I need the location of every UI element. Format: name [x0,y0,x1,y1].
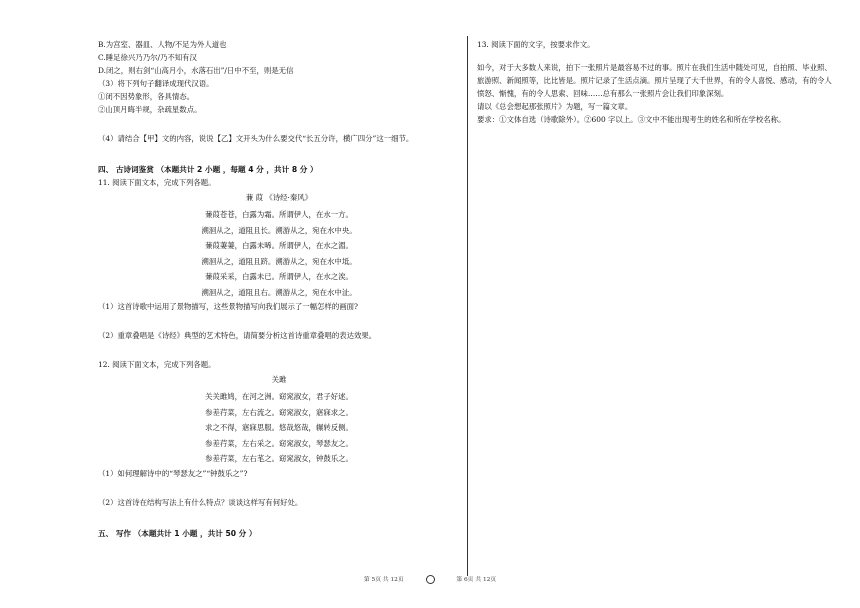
option-c: C.睡足徐兴乃乃尔/乃不知有汉 [98,53,197,62]
left-column [98,38,460,540]
section-4-heading: 四、 古诗词鉴赏 （本题共计 2 小题 ，每题 4 分 ，共计 8 分 ） [98,165,318,174]
left-page-number: 第 5页 共 12页 [363,577,404,583]
poem-2-line: 参差荇菜，左右芼之。窈窕淑女，钟鼓乐之。 [205,454,353,463]
poem-1-line: 蒹葭采采，白露未已。所谓伊人，在水之涘。 [205,272,353,281]
poem-1-line: 蒹葭萋萋，白露未晞。所谓伊人，在水之湄。 [205,241,353,250]
question-11-2: （2）重章叠唱是《诗经》典型的艺术特色，请简要分析这首诗重章叠唱的表达效果。 [98,331,377,340]
poem-1-line: 溯洄从之，道阻且跻。溯游从之，宛在水中坻。 [201,256,357,266]
page-footer [0,574,860,584]
poem-1-line: 溯洄从之，道阻且右。溯游从之，宛在水中沚。 [201,287,357,297]
poem-2-line: 参差荇菜，左右流之。窈窕淑女，寤寐求之。 [205,407,353,417]
writing-requirements: 要求：①文体自选（诗歌除外）。②600 字以上。③文中不能出现考生的姓名和所在学校名称。 [477,115,786,124]
poem-2-line: 参差荇菜，左右采之。窈窕淑女，琴瑟友之。 [205,438,353,448]
option-b: B.为宫室、器皿、人物/不足为外人道也 [98,40,227,49]
question-13: 13. 阅读下面的文字，按要求作文。 [477,40,595,49]
poem-2 [98,389,460,467]
poem-2-line: 求之不得，寤寐思服。悠哉悠哉，辗转反侧。 [205,423,353,432]
poem-1-line: 溯洄从之，道阻且长。溯游从之，宛在水中央。 [201,225,357,235]
question-4: （4）请结合【甲】文的内容，说说【乙】文开头为什么要交代“长五分许，横广四分”这一细节。 [98,134,414,143]
question-12: 12. 阅读下面文本，完成下列各题。 [98,360,216,369]
prompt-paragraph: 如今，对于大多数人来说，拍下一张照片是最容易不过的事。照片在我们生活中随处可见，自拍照、毕业照、旅游照、新闻照等，比比皆是。照片记录了生活点滴。照片呈现了大千世界，有的令人喜悦、感动，有的令人愤怒、惭愧，有的令人思索、回味……总有那么一张照片会让我们印象深刻。 [477,63,832,98]
poem-1 [98,207,460,300]
column-divider [467,36,468,576]
writing-task: 请以《总会想起那张照片》为题，写一篇文章。 [477,102,633,111]
question-11-1: （1）这首诗歌中运用了景物描写，这些景物描写向我们展示了一幅怎样的画面? [98,302,358,311]
question-12-1: （1）如何理解诗中的“琴瑟友之”“钟鼓乐之”? [98,468,248,478]
poem-2-line: 关关雎鸠，在河之洲。窈窕淑女，君子好逑。 [205,392,353,401]
question-3-item-2: ②山顶月晦半规，杂疏星数点。 [98,105,202,114]
question-12-2: （2）这首诗在结构写法上有什么特点？谈谈这样写有何好处。 [98,497,303,507]
question-3: （3）将下列句子翻译成现代汉语。 [98,79,214,88]
poem-1-line: 蒹葭苍苍，白露为霜。所谓伊人，在水一方。 [205,210,353,219]
question-11: 11. 阅读下面文本，完成下列各题。 [98,178,216,187]
question-3-item-1: ①闭不因势象形，各具情态。 [98,92,195,101]
poem-2-title: 关雎 [271,375,287,384]
option-d: D.闭之，则右剑“山高月小，水落石出”/日中不至，则是无信 [98,66,294,75]
section-5-heading: 五、 写作 （本题共计 1 小题 ，共计 50 分 ） [98,528,257,538]
poem-1-title: 蒹 葭 《诗经·秦风》 [245,193,313,202]
circle-mark-icon [426,575,435,584]
right-page-number: 第 6页 共 12页 [456,577,497,583]
right-column [477,38,832,126]
